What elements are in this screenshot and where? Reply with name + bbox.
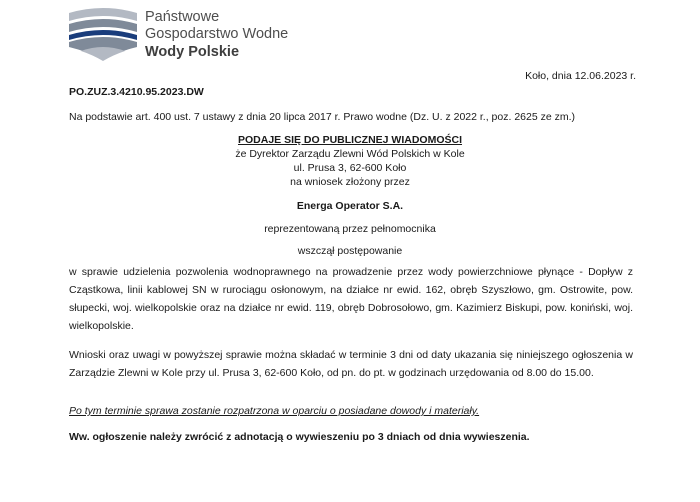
representation-line: reprezentowaną przez pełnomocnika — [264, 223, 436, 235]
action-line: wszczął postępowanie — [297, 245, 403, 257]
logo-text-line1: Państwowe — [145, 9, 220, 25]
request-line: na wniosek złożony przez — [290, 176, 410, 188]
deadline-note: Po tym terminie sprawa zostanie rozpatrzona w oparciu o posiadane dowody i materiały. — [69, 405, 480, 417]
organization-logo — [67, 7, 287, 65]
subject-paragraph: w sprawie udzielenia pozwolenia wodnoprawnego na prowadzenie przez wody powierzchniowe płynące - Dopływ z Cząstkowa, linii kablowej SN w rurociągu osłonowym, na działce nr ewid. 162, obręb Szyszłowo, gm. Ostrowite, pow. słupecki, woj. wielkopolskie oraz na działce nr ewid. 119, obręb Dobrosołowo, gm. Kazimierz Biskupi, pow. koniński, woj. wielkopolskie. — [69, 266, 633, 332]
document-date: Koło, dnia 12.06.2023 r. — [525, 70, 636, 82]
applicant-name: Energa Operator S.A. — [296, 200, 404, 212]
authority-line: że Dyrektor Zarządu Zlewni Wód Polskich w Kole — [235, 148, 465, 160]
return-instruction: Ww. ogłoszenie należy zwrócić z adnotacją o wywieszeniu po 3 dniach od dnia wywieszenia. — [69, 431, 530, 443]
reference-number: PO.ZUZ.3.4210.95.2023.DW — [69, 86, 204, 98]
submission-paragraph: Wnioski oraz uwagi w powyższej sprawie można składać w terminie 3 dni od daty ukazania się niniejszego ogłoszenia w Zarządzie Zlewni w Kole przy ul. Prusa 3, 62-600 Koło, od pn. do pt. w godzinach urzędowania od 8.00 do 15.00. — [69, 349, 633, 379]
logo-text-line2: Gospodarstwo Wodne — [145, 26, 289, 42]
address-line: ul. Prusa 3, 62-600 Koło — [293, 162, 407, 174]
legal-basis: Na podstawie art. 400 ust. 7 ustawy z dnia 20 lipca 2017 r. Prawo wodne (Dz. U. z 2022 r., poz. 2625 ze zm.) — [69, 111, 576, 123]
notice-title: PODAJE SIĘ DO PUBLICZNEJ WIADOMOŚCI — [237, 134, 463, 146]
waves-logo-icon — [67, 7, 139, 63]
logo-text-line3: Wody Polskie — [145, 44, 240, 60]
